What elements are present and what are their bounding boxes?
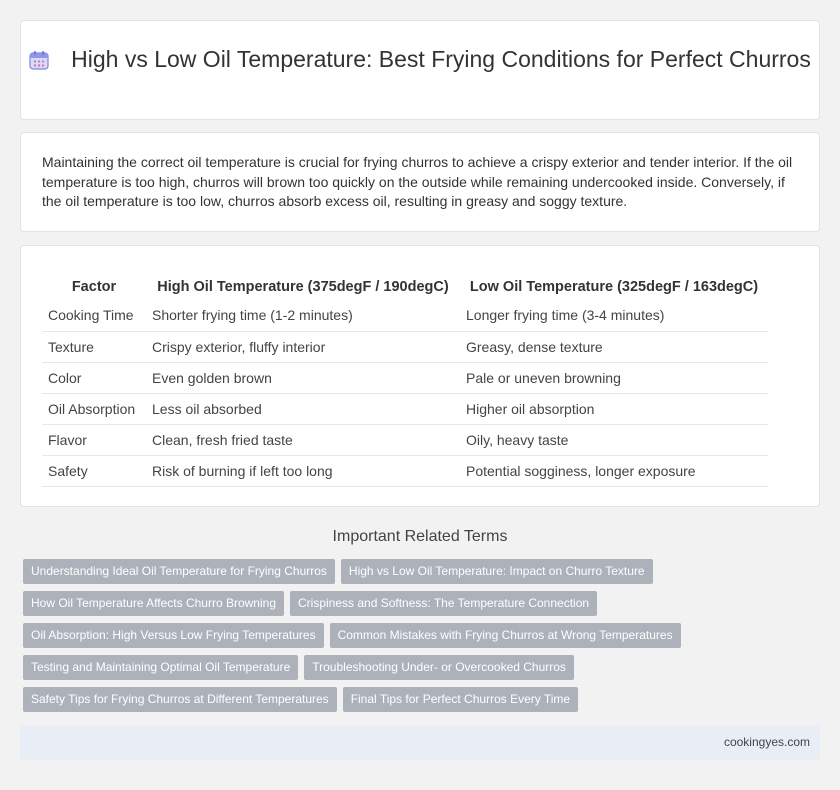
related-term-tag[interactable]: Final Tips for Perfect Churros Every Time: [343, 687, 578, 712]
table-cell: Even golden brown: [146, 362, 460, 393]
table-cell: Clean, fresh fried taste: [146, 424, 460, 455]
comparison-table: [42, 274, 768, 487]
table-row: [42, 300, 768, 331]
table-cell: Crispy exterior, fluffy interior: [146, 331, 460, 362]
related-term-tag[interactable]: Crispiness and Softness: The Temperature Connection: [290, 591, 597, 616]
related-term-tag[interactable]: Testing and Maintaining Optimal Oil Temperature: [23, 655, 298, 680]
table-cell: Cooking Time: [42, 300, 146, 331]
related-terms-heading: Important Related Terms: [332, 528, 508, 545]
related-term-tag[interactable]: Safety Tips for Frying Churros at Different Temperatures: [23, 687, 337, 712]
title-card: [20, 20, 820, 120]
intro-paragraph: Maintaining the correct oil temperature is crucial for frying churros to achieve a crispy exterior and tender interior. If the oil temperature is too high, churros will brown too quickly on the outside while remaining undercooked inside. Conversely, if the oil temperature is too low, churros absorb excess oil, resulting in greasy and soggy texture.: [42, 154, 793, 209]
table-cell: Potential sogginess, longer exposure: [460, 455, 768, 486]
tag-row: [23, 687, 813, 719]
related-terms-list: [23, 559, 813, 719]
column-header: High Oil Temperature (375degF / 190degC): [157, 279, 449, 295]
page-title: High vs Low Oil Temperature: Best Frying Conditions for Perfect Churros: [71, 46, 811, 72]
calendar-icon: [29, 50, 49, 70]
related-term-tag[interactable]: Common Mistakes with Frying Churros at Wrong Temperatures: [330, 623, 681, 648]
table-cell: Flavor: [42, 424, 146, 455]
table-cell: Longer frying time (3-4 minutes): [460, 300, 768, 331]
table-cell: Pale or uneven browning: [460, 362, 768, 393]
table-row: [42, 393, 768, 424]
related-term-tag[interactable]: Troubleshooting Under- or Overcooked Churros: [304, 655, 574, 680]
related-term-tag[interactable]: Understanding Ideal Oil Temperature for Frying Churros: [23, 559, 335, 584]
tag-row: [23, 591, 813, 623]
column-header: Factor: [71, 279, 117, 295]
comparison-card: [20, 245, 820, 507]
related-term-tag[interactable]: Oil Absorption: High Versus Low Frying Temperatures: [23, 623, 324, 648]
table-cell: Safety: [42, 455, 146, 486]
table-cell: Oily, heavy taste: [460, 424, 768, 455]
table-cell: Color: [42, 362, 146, 393]
table-cell: Higher oil absorption: [460, 393, 768, 424]
table-cell: Texture: [42, 331, 146, 362]
intro-card: [20, 132, 820, 232]
footer: [20, 726, 820, 760]
table-cell: Risk of burning if left too long: [146, 455, 460, 486]
table-cell: Greasy, dense texture: [460, 331, 768, 362]
footer-site-link[interactable]: cookingyes.com: [723, 735, 810, 749]
related-term-tag[interactable]: High vs Low Oil Temperature: Impact on Churro Texture: [341, 559, 653, 584]
table-row: [42, 424, 768, 455]
page-title-wrap: [21, 45, 819, 74]
table-row: [42, 331, 768, 362]
tag-row: [23, 559, 813, 591]
column-header: Low Oil Temperature (325degF / 163degC): [469, 279, 759, 295]
related-term-tag[interactable]: How Oil Temperature Affects Churro Browning: [23, 591, 284, 616]
table-cell: Oil Absorption: [42, 393, 146, 424]
tag-row: [23, 655, 813, 687]
table-row: [42, 455, 768, 486]
tag-row: [23, 623, 813, 655]
table-header-row: [42, 274, 768, 300]
table-cell: Shorter frying time (1-2 minutes): [146, 300, 460, 331]
table-cell: Less oil absorbed: [146, 393, 460, 424]
table-row: [42, 362, 768, 393]
